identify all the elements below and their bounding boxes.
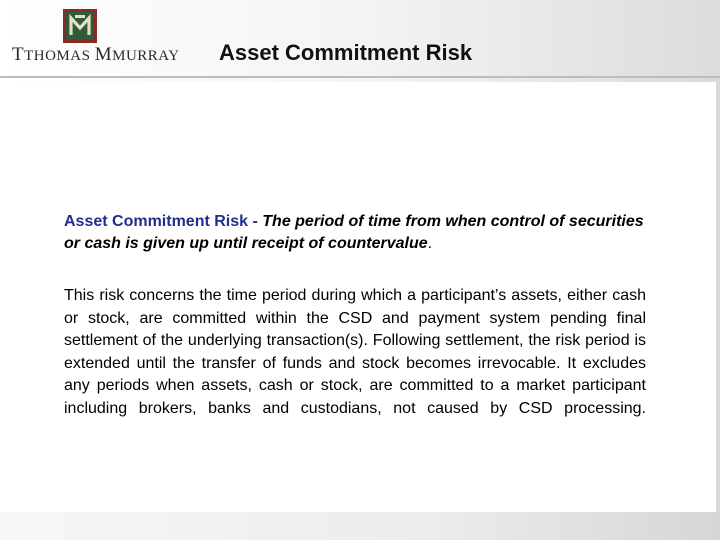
brand-wordmark: TTHOMAS MMURRAY xyxy=(12,44,180,65)
thomas-murray-logo-icon xyxy=(63,9,97,43)
body-paragraph: This risk concerns the time period during which a participant’s assets, either cash or stock, are committed within the CSD and payment system pending final settlement of the underlying transaction(s). Following settlement, the risk period is extended until the transfer of funds and stock becomes irrevocable. It excludes any periods when assets, cash or stock, are committed to a market participant including brokers, banks and custodians, not caused by CSD processing. xyxy=(64,287,646,417)
definition-end: . xyxy=(427,235,433,252)
definition-text: The period of time from when control of securities or cash is given up until receipt of countervalue xyxy=(64,213,644,252)
brand-name-first: THOMAS xyxy=(24,48,91,64)
definition-separator: - xyxy=(248,213,263,230)
header-divider xyxy=(0,76,720,78)
footer-strip xyxy=(0,512,720,540)
page-title: Asset Commitment Risk xyxy=(219,40,473,65)
brand-name-last: MURRAY xyxy=(112,48,180,64)
definition-term: Asset Commitment Risk xyxy=(64,213,249,230)
slide-header xyxy=(0,0,720,78)
definition-block xyxy=(64,211,644,255)
